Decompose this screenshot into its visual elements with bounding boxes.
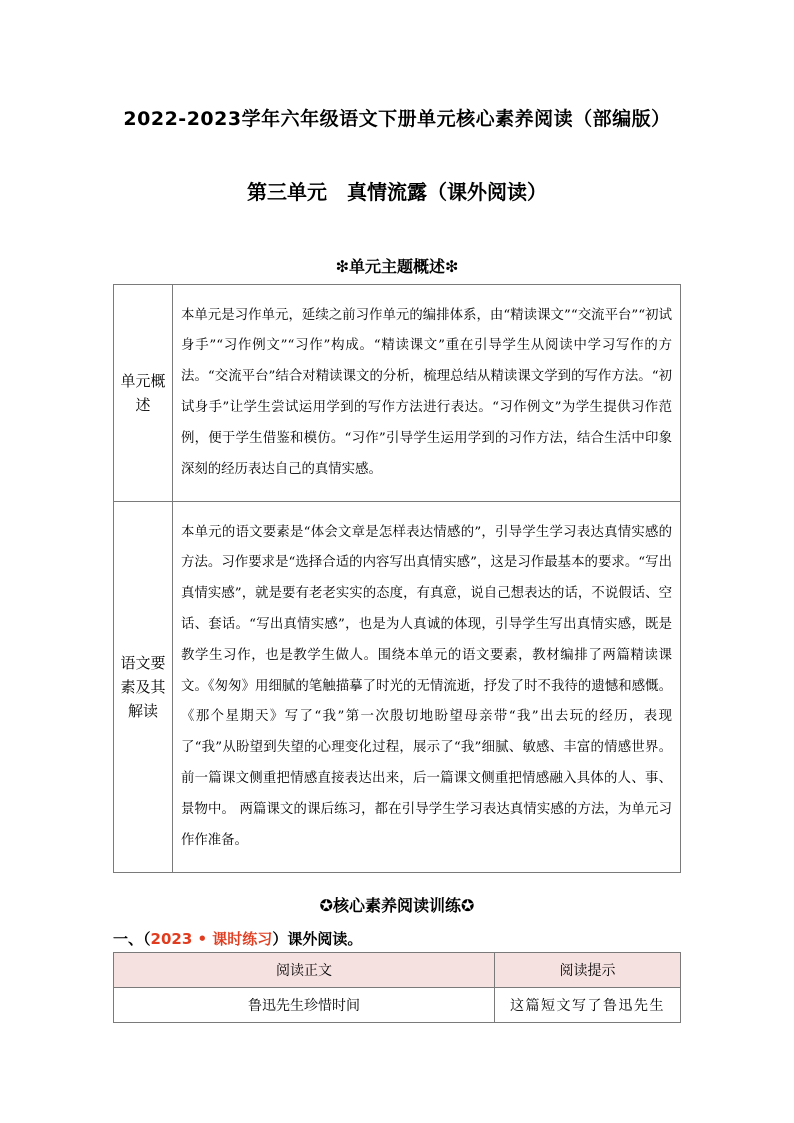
reading-hint-cell: 这篇短文写了鲁迅先生 — [495, 988, 681, 1023]
question-source: 2023 • 课时练习 — [150, 930, 273, 948]
overview-row-elements — [114, 502, 681, 873]
question-line — [113, 928, 362, 949]
column-header-hint: 阅读提示 — [495, 953, 681, 988]
question-open-paren: （ — [143, 930, 151, 948]
overview-label — [114, 502, 173, 873]
reading-title-cell: 鲁迅先生珍惜时间 — [114, 988, 495, 1023]
overview-label — [114, 285, 173, 502]
column-header-text: 阅读正文 — [114, 953, 495, 988]
overview-label-text: 语文要素及其解读 — [120, 654, 166, 720]
overview-label-text: 单元概述 — [120, 372, 166, 414]
reading-table — [113, 952, 681, 1023]
training-heading: ✪核心素养阅读训练✪ — [319, 896, 475, 915]
question-instruction: 课外阅读。 — [287, 930, 363, 948]
question-number: 一、 — [113, 930, 144, 948]
overview-table — [113, 284, 681, 873]
table-row — [114, 988, 681, 1023]
reading-table-header — [114, 953, 681, 988]
overview-heading: ❇单元主题概述❇ — [335, 257, 459, 276]
document-title: 2022-2023学年六年级语文下册单元核心素养阅读（部编版） — [123, 108, 671, 130]
overview-content: 本单元的语文要素是“体会文章是怎样表达情感的”，引导学生学习表达真情实感的方法。习作要求是“选择合适的内容写出真情实感”，这是习作最基本的要求。“写出真情实感”，就是要有老老实实的态度，有真意，说自己想表达的话，不说假话、空话、套话。“写出真情实感”，也是为人真诚的体现，引导学生写出真情实感，既是教学生习作，也是教学生做人。围绕本单元的语文要素，教材编排了两篇精读课文。《匆匆》用细腻的笔触描摹了时光的无情流逝，抒发了时不我待的遗憾和感慨。《那个星期天》写了“我”第一次殷切地盼望母亲带“我”出去玩的经历，表现了“我”从盼望到失望的心理变化过程，展示了“我”细腻、敏感、丰富的情感世界。前一篇课文侧重把情感直接表达出来，后一篇课文侧重把情感融入具体的人、事、景物中。 两篇课文的课后练习，都在引导学生学习表达真情实感的方法，为单元习作作准备。 — [173, 502, 681, 873]
overview-row-summary — [114, 285, 681, 502]
unit-subtitle: 第三单元 真情流露（课外阅读） — [247, 180, 547, 204]
overview-content: 本单元是习作单元，延续之前习作单元的编排体系，由“精读课文”“交流平台”“初试身手”“习作例文”“习作”构成。“精读课文”重在引导学生从阅读中学习写作的方法。“交流平台”结合对精读课文的分析，梳理总结从精读课文学到的写作方法。“初试身手”让学生尝试运用学到的写作方法进行表达。“习作例文”为学生提供习作范例，便于学生借鉴和模仿。“习作”引导学生运用学到的习作方法，结合生活中印象深刻的经历表达自己的真情实感。 — [173, 285, 681, 502]
question-close-paren: ） — [272, 930, 288, 948]
